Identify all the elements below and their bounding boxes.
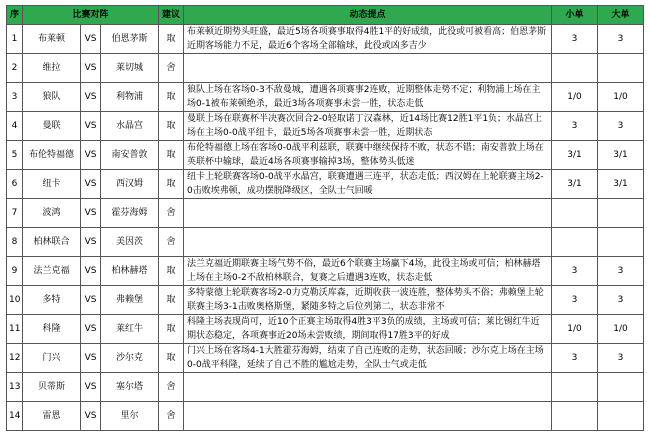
- advice-cell: 舍: [159, 373, 184, 402]
- header-big: 大单: [598, 6, 644, 25]
- row-no: 4: [7, 112, 23, 141]
- header-no: 序: [7, 6, 23, 25]
- header-small: 小单: [552, 6, 598, 25]
- home-team: 门兴: [23, 344, 81, 373]
- row-no: 9: [7, 257, 23, 286]
- home-team: 维拉: [23, 54, 81, 83]
- big-bet-cell: 3/1: [598, 170, 644, 199]
- analysis-cell: [184, 199, 552, 228]
- home-team: 布伦特福德: [23, 141, 81, 170]
- big-bet-cell: 3: [598, 112, 644, 141]
- big-bet-cell: [598, 54, 644, 83]
- small-bet-cell: 1/0: [552, 83, 598, 112]
- vs-label: VS: [81, 257, 101, 286]
- advice-cell: 取: [159, 257, 184, 286]
- table-row: [7, 54, 644, 83]
- advice-cell: 取: [159, 83, 184, 112]
- analysis-text: 布莱顿近期势头旺盛，最近5场各项赛事取得4胜1平的好成绩，此役或可被看高；伯恩茅斯近期客场能力不足，最近6个客场全部输球，此役或凶多吉少: [187, 27, 547, 51]
- table-row: [7, 373, 644, 402]
- analysis-text: 门兴上场在客场4-1大胜霍芬海姆，结束了自己连败的走势，状态回暖；沙尔克上场在主场0-0战平科隆，延续了自己不胜的尴尬走势，全队士气或走低: [187, 346, 544, 370]
- big-bet-cell: 1/0: [598, 315, 644, 344]
- advice-cell: 舍: [159, 402, 184, 431]
- vs-label: VS: [81, 170, 101, 199]
- analysis-cell: [184, 83, 552, 112]
- table-row: [7, 170, 644, 199]
- big-bet-cell: 3: [598, 286, 644, 315]
- table-row: [7, 83, 644, 112]
- analysis-cell: [184, 25, 552, 54]
- row-no: 5: [7, 141, 23, 170]
- home-team: 狼队: [23, 83, 81, 112]
- advice-cell: 舍: [159, 199, 184, 228]
- vs-label: VS: [81, 402, 101, 431]
- row-no: 2: [7, 54, 23, 83]
- home-team: 纽卡: [23, 170, 81, 199]
- analysis-text: 法兰克福近期联赛主场气势不俗，最近6个联赛主场赢下4场，此役主场或可信；柏林赫塔上场在主场0-2不敌柏林联合，复赛之后遭遇3连败，状态走低: [187, 259, 541, 283]
- home-team: 柏林联合: [23, 228, 81, 257]
- match-table-container: [6, 5, 644, 431]
- analysis-cell: [184, 402, 552, 431]
- analysis-cell: [184, 141, 552, 170]
- advice-cell: 取: [159, 112, 184, 141]
- home-team: 多特: [23, 286, 81, 315]
- table-row: [7, 315, 644, 344]
- analysis-text: 狼队上场在客场0-3不敌曼城，遭遇各项赛事2连败，近期整体走势不定；利物浦上场在主场0-1被布莱顿绝杀，最近3场各项赛事未尝一胜，状态走低: [187, 85, 541, 109]
- row-no: 8: [7, 228, 23, 257]
- analysis-text: 布伦特福德上场在客场0-0战平利兹联，联赛中继续保持不败，状态不错；南安普敦上场在英联杯中输球，最近4场各项赛事输掉3场，整体势头低迷: [187, 143, 544, 167]
- away-team: 柏林赫塔: [101, 257, 159, 286]
- table-row: [7, 228, 644, 257]
- vs-label: VS: [81, 286, 101, 315]
- analysis-cell: [184, 257, 552, 286]
- advice-cell: 取: [159, 141, 184, 170]
- small-bet-cell: [552, 54, 598, 83]
- row-no: 11: [7, 315, 23, 344]
- home-team: 雷恩: [23, 402, 81, 431]
- row-no: 1: [7, 25, 23, 54]
- table-row: [7, 402, 644, 431]
- home-team: 曼联: [23, 112, 81, 141]
- row-no: 14: [7, 402, 23, 431]
- vs-label: VS: [81, 25, 101, 54]
- header-advice: 建议: [159, 6, 184, 25]
- table-row: [7, 141, 644, 170]
- home-team: 波鸿: [23, 199, 81, 228]
- vs-label: VS: [81, 54, 101, 83]
- vs-label: VS: [81, 141, 101, 170]
- small-bet-cell: 3/1: [552, 170, 598, 199]
- advice-cell: 舍: [159, 54, 184, 83]
- big-bet-cell: 1/0: [598, 83, 644, 112]
- small-bet-cell: [552, 402, 598, 431]
- vs-label: VS: [81, 344, 101, 373]
- small-bet-cell: 3: [552, 344, 598, 373]
- away-team: 塞尔塔: [101, 373, 159, 402]
- big-bet-cell: [598, 402, 644, 431]
- small-bet-cell: 3: [552, 25, 598, 54]
- match-recommendation-table: [6, 5, 644, 431]
- away-team: 西汉姆: [101, 170, 159, 199]
- analysis-cell: [184, 344, 552, 373]
- row-no: 13: [7, 373, 23, 402]
- analysis-cell: [184, 286, 552, 315]
- small-bet-cell: 3: [552, 257, 598, 286]
- advice-cell: 取: [159, 25, 184, 54]
- row-no: 6: [7, 170, 23, 199]
- table-row: [7, 199, 644, 228]
- away-team: 南安普敦: [101, 141, 159, 170]
- big-bet-cell: [598, 228, 644, 257]
- table-row: [7, 286, 644, 315]
- small-bet-cell: 3: [552, 112, 598, 141]
- big-bet-cell: 3: [598, 25, 644, 54]
- small-bet-cell: 1/0: [552, 315, 598, 344]
- table-row: [7, 344, 644, 373]
- away-team: 莱切城: [101, 54, 159, 83]
- small-bet-cell: 3: [552, 286, 598, 315]
- big-bet-cell: 3/1: [598, 141, 644, 170]
- small-bet-cell: [552, 373, 598, 402]
- away-team: 美因茨: [101, 228, 159, 257]
- small-bet-cell: [552, 228, 598, 257]
- row-no: 10: [7, 286, 23, 315]
- small-bet-cell: 3/1: [552, 141, 598, 170]
- table-header-row: [7, 6, 644, 25]
- away-team: 弗赖堡: [101, 286, 159, 315]
- header-match: 比赛对阵: [23, 6, 159, 25]
- header-analysis: 动态提点: [184, 6, 552, 25]
- row-no: 12: [7, 344, 23, 373]
- big-bet-cell: [598, 373, 644, 402]
- analysis-cell: [184, 315, 552, 344]
- away-team: 莱红牛: [101, 315, 159, 344]
- table-row: [7, 112, 644, 141]
- big-bet-cell: 3: [598, 344, 644, 373]
- vs-label: VS: [81, 83, 101, 112]
- analysis-text: 多特蒙德上轮联赛客场2-0力克勒沃库森，近期收获一波连胜，整体势头不俗；弗赖堡上轮联赛主场3-1击败奥格斯堡，紧随多特之后位列第二，状态非常不: [187, 288, 544, 312]
- table-row: [7, 25, 644, 54]
- vs-label: VS: [81, 228, 101, 257]
- advice-cell: 取: [159, 315, 184, 344]
- analysis-text: 曼联上场在联赛杯半决赛次回合2-0轻取诺丁汉森林，近14场比赛12胜1平1负；水晶宫上场在主场0-0战平纽卡，最近5场各项赛事未尝一胜，近期状态: [187, 114, 543, 138]
- home-team: 科隆: [23, 315, 81, 344]
- analysis-text: 纽卡上轮联赛客场0-0战平水晶宫，联赛遭遇三连平，状态走低；西汉姆在上轮联赛主场2-0击败埃弗顿，成功摆脱降级区，全队士气回暖: [187, 172, 544, 196]
- analysis-cell: [184, 170, 552, 199]
- vs-label: VS: [81, 199, 101, 228]
- advice-cell: 取: [159, 286, 184, 315]
- row-no: 3: [7, 83, 23, 112]
- big-bet-cell: [598, 199, 644, 228]
- away-team: 里尔: [101, 402, 159, 431]
- home-team: 法兰克福: [23, 257, 81, 286]
- away-team: 水晶宫: [101, 112, 159, 141]
- away-team: 利物浦: [101, 83, 159, 112]
- analysis-text: 科隆主场表现尚可，近10个正赛主场取得4胜3平3负的成绩，主场或可信；莱比锡红牛近期状态稳定，各项赛事近20场未尝败绩，期间取得17胜3平的好成: [187, 317, 540, 341]
- advice-cell: 舍: [159, 228, 184, 257]
- away-team: 霍芬海姆: [101, 199, 159, 228]
- advice-cell: 取: [159, 170, 184, 199]
- analysis-cell: [184, 228, 552, 257]
- home-team: 贝蒂斯: [23, 373, 81, 402]
- away-team: 沙尔克: [101, 344, 159, 373]
- analysis-cell: [184, 112, 552, 141]
- analysis-cell: [184, 54, 552, 83]
- big-bet-cell: 3: [598, 257, 644, 286]
- home-team: 布莱顿: [23, 25, 81, 54]
- vs-label: VS: [81, 315, 101, 344]
- vs-label: VS: [81, 373, 101, 402]
- advice-cell: 取: [159, 344, 184, 373]
- table-row: [7, 257, 644, 286]
- analysis-cell: [184, 373, 552, 402]
- vs-label: VS: [81, 112, 101, 141]
- small-bet-cell: [552, 199, 598, 228]
- away-team: 伯恩茅斯: [101, 25, 159, 54]
- row-no: 7: [7, 199, 23, 228]
